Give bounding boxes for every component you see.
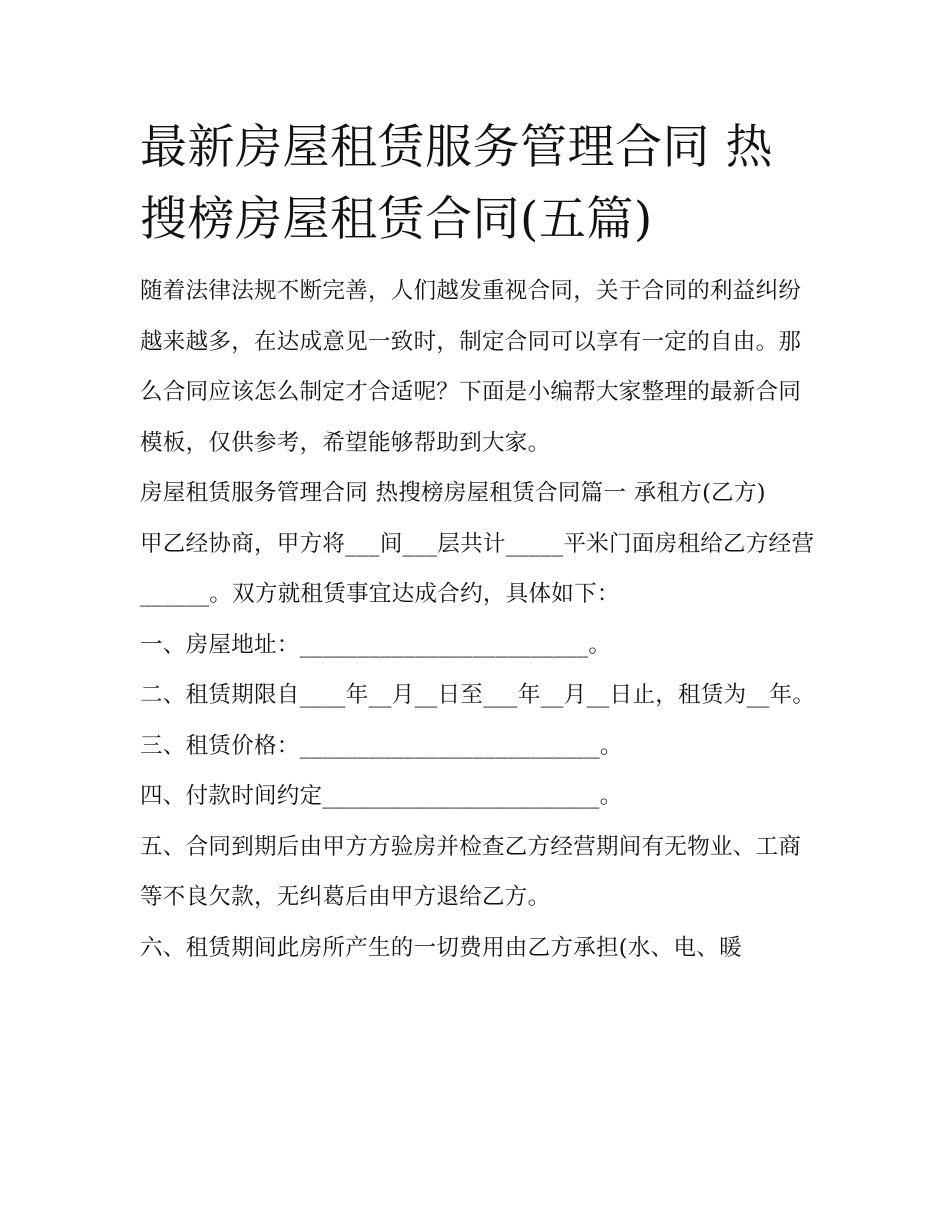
document-title: 最新房屋租赁服务管理合同 热搜榜房屋租赁合同(五篇) [140,120,773,247]
clause-2-term: 二、租赁期限自____年__月__日至___年__月__日止，租赁为__年。 [140,682,816,708]
clause-4-payment: 四、付款时间约定________________________。 [140,783,623,809]
intro-paragraph: 随着法律法规不断完善，人们越发重视合同，关于合同的利益纠纷越来越多，在达成意见一致时，制定合同可以享有一定的自由。那么合同应该怎么制定才合适呢？下面是小编帮大家整理的最新合同模板，仅供参考，希望能够帮助到大家。 [140,278,802,456]
clause-preamble: 甲乙经协商，甲方将___间___层共计_____平米门面房租给乙方经营______。双方就租赁事宜达成合约，具体如下： [140,530,815,607]
clause-5-inspection: 五、合同到期后由甲方方验房并检查乙方经营期间有无物业、工商等不良欠款，无纠葛后由甲方退给乙方。 [140,833,802,910]
document-body [140,112,820,973]
clause-3-price: 三、租赁价格：__________________________。 [140,732,623,759]
section-heading: 房屋租赁服务管理合同 热搜榜房屋租赁合同篇一 承租方(乙方) [140,480,766,506]
clause-1-address: 一、房屋地址：_________________________。 [140,631,612,658]
clause-6-expenses: 六、租赁期间此房所产生的一切费用由乙方承担(水、电、暖 [140,934,742,961]
